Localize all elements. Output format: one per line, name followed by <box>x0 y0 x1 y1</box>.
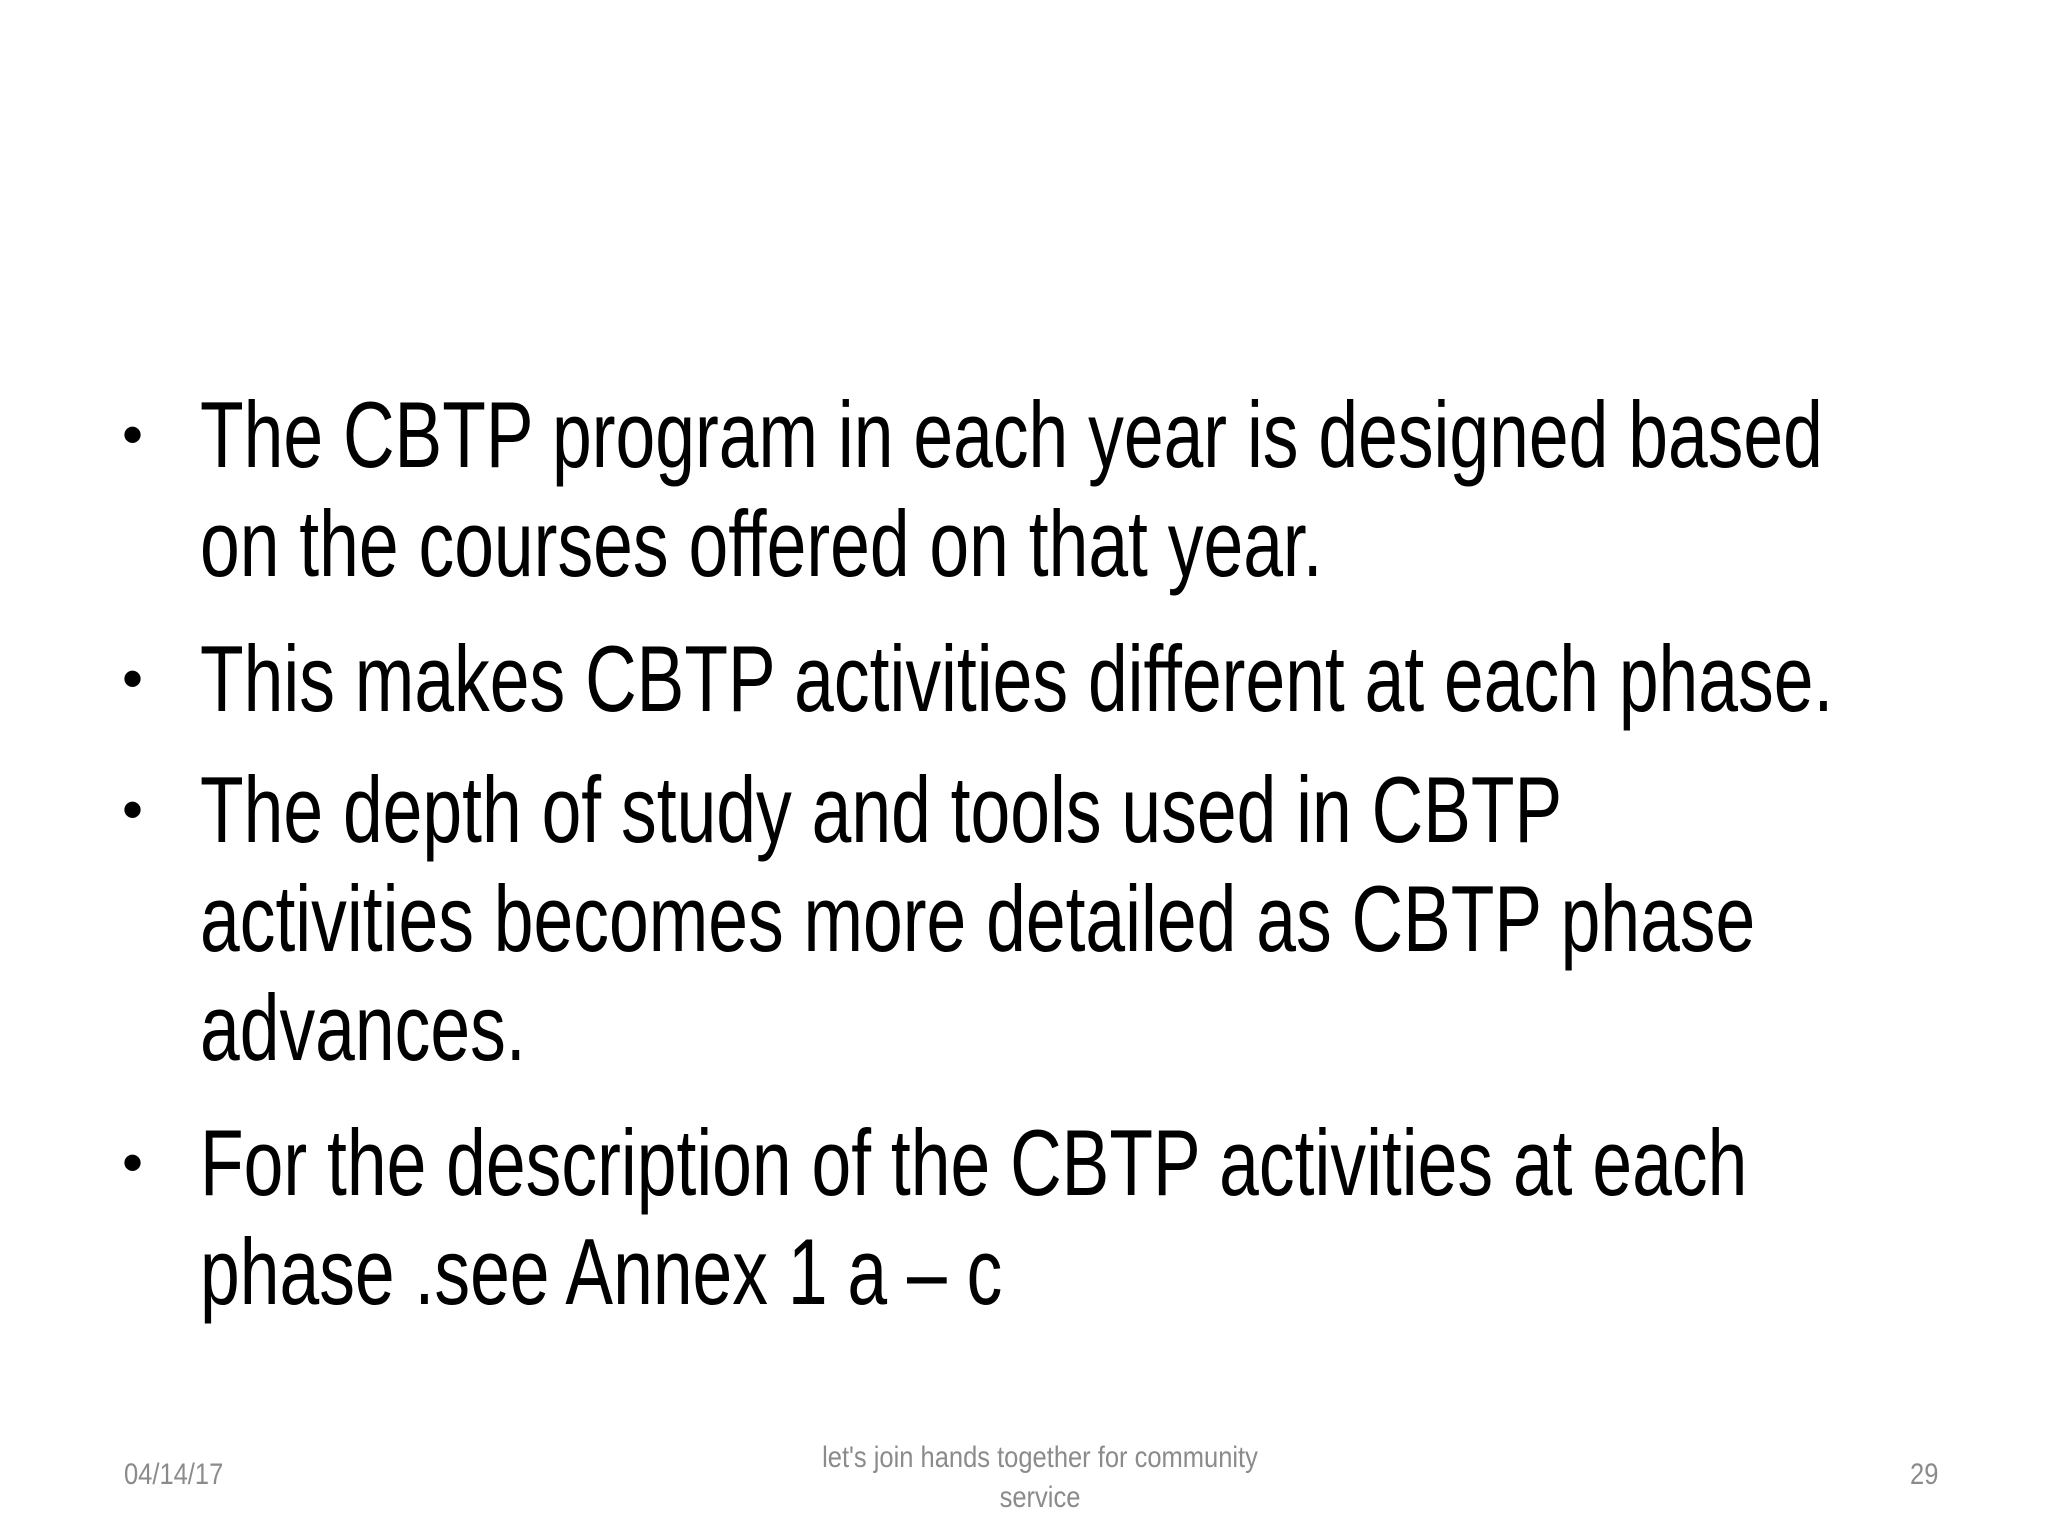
footer-text-line: service <box>999 1481 1081 1514</box>
bullet-text-line: phase .see Annex 1 a – c <box>200 1219 1003 1324</box>
slide-number: 29 <box>1909 1458 1938 1491</box>
bullet-text-line: activities becomes more detailed as CBTP phase <box>200 866 1756 971</box>
bullet-text-line: This makes CBTP activities different at each phase. <box>200 626 1834 731</box>
bullet-text-line: The CBTP program in each year is designed based <box>200 382 1823 487</box>
footer-date: 04/14/17 <box>124 1458 224 1491</box>
bullet-icon: • <box>122 776 144 843</box>
bullet-text-line: advances. <box>200 975 526 1080</box>
bullet-icon: • <box>122 645 144 712</box>
bullet-text-line: For the description of the CBTP activities at each <box>200 1110 1748 1215</box>
bullet-icon: • <box>122 1129 144 1196</box>
bullet-icon: • <box>122 401 144 468</box>
bullet-text-line: on the courses offered on that year. <box>200 491 1323 596</box>
bullet-text-line: The depth of study and tools used in CBTP <box>200 757 1563 862</box>
footer-text-line: let's join hands together for community <box>822 1441 1258 1474</box>
footer-text <box>700 1438 1380 1518</box>
